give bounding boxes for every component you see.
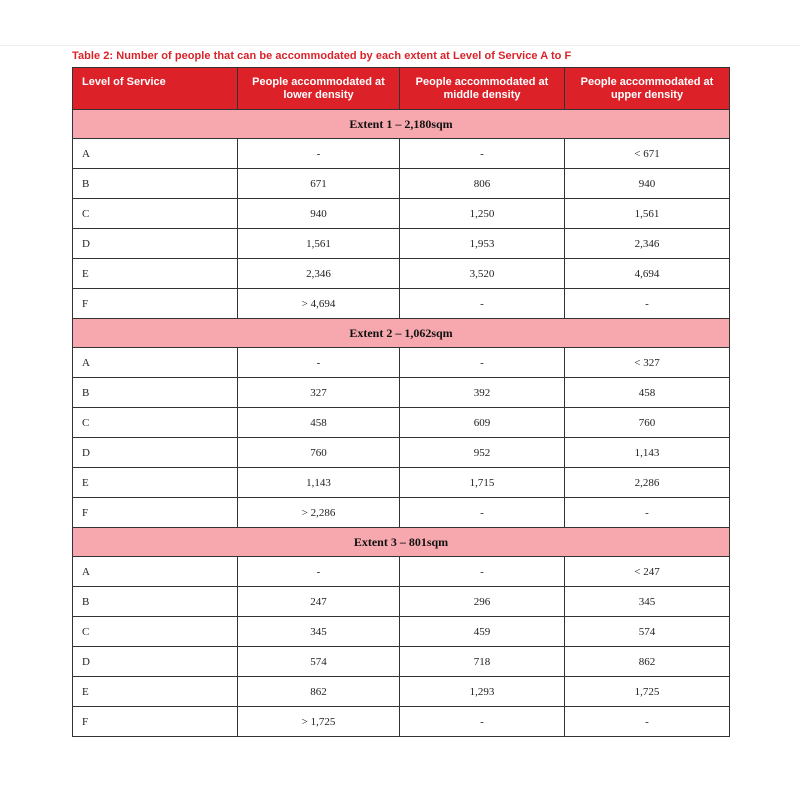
cell-lower-density: > 4,694 <box>238 289 400 319</box>
cell-middle-density: 3,520 <box>400 259 565 289</box>
cell-level-of-service: E <box>73 677 238 707</box>
cell-upper-density: 345 <box>565 587 730 617</box>
table-row <box>73 348 730 378</box>
cell-lower-density: 327 <box>238 378 400 408</box>
cell-lower-density: 760 <box>238 438 400 468</box>
cell-upper-density: 760 <box>565 408 730 438</box>
cell-middle-density: - <box>400 139 565 169</box>
cell-middle-density: 1,293 <box>400 677 565 707</box>
cell-lower-density: > 2,286 <box>238 498 400 528</box>
cell-upper-density: 862 <box>565 647 730 677</box>
table-row <box>73 259 730 289</box>
cell-upper-density: 1,143 <box>565 438 730 468</box>
cell-level-of-service: C <box>73 199 238 229</box>
table-caption: Table 2: Number of people that can be accommodated by each extent at Level of Service A to F <box>72 50 572 62</box>
level-of-service-table <box>72 67 730 737</box>
cell-lower-density: > 1,725 <box>238 707 400 737</box>
table-header <box>73 68 730 110</box>
cell-level-of-service: C <box>73 408 238 438</box>
table-row <box>73 139 730 169</box>
cell-upper-density: 1,725 <box>565 677 730 707</box>
cell-middle-density: 718 <box>400 647 565 677</box>
cell-upper-density: 2,286 <box>565 468 730 498</box>
extent-title: Extent 1 – 2,180sqm <box>73 110 730 139</box>
table-row <box>73 468 730 498</box>
cell-middle-density: - <box>400 557 565 587</box>
cell-level-of-service: E <box>73 468 238 498</box>
table-row <box>73 169 730 199</box>
cell-lower-density: - <box>238 557 400 587</box>
cell-upper-density: < 327 <box>565 348 730 378</box>
cell-level-of-service: F <box>73 498 238 528</box>
header-row <box>73 68 730 110</box>
cell-upper-density: - <box>565 707 730 737</box>
table-row <box>73 677 730 707</box>
header-lower-density: People accommodated at lower density <box>238 68 400 110</box>
header-upper-density: People accommodated at upper density <box>565 68 730 110</box>
cell-level-of-service: C <box>73 617 238 647</box>
cell-level-of-service: E <box>73 259 238 289</box>
cell-lower-density: 574 <box>238 647 400 677</box>
header-middle-density: People accommodated at middle density <box>400 68 565 110</box>
cell-level-of-service: D <box>73 229 238 259</box>
cell-upper-density: < 247 <box>565 557 730 587</box>
cell-level-of-service: D <box>73 647 238 677</box>
cell-lower-density: 1,561 <box>238 229 400 259</box>
table-row <box>73 199 730 229</box>
cell-level-of-service: B <box>73 587 238 617</box>
cell-upper-density: < 671 <box>565 139 730 169</box>
cell-middle-density: 806 <box>400 169 565 199</box>
extent-title: Extent 2 – 1,062sqm <box>73 319 730 348</box>
table-row <box>73 707 730 737</box>
cell-middle-density: - <box>400 289 565 319</box>
cell-middle-density: 609 <box>400 408 565 438</box>
cell-middle-density: 1,250 <box>400 199 565 229</box>
table-row <box>73 647 730 677</box>
extent-title: Extent 3 – 801sqm <box>73 528 730 557</box>
cell-upper-density: - <box>565 498 730 528</box>
cell-middle-density: 1,953 <box>400 229 565 259</box>
cell-upper-density: 574 <box>565 617 730 647</box>
cell-upper-density: 4,694 <box>565 259 730 289</box>
cell-lower-density: - <box>238 348 400 378</box>
table-row <box>73 557 730 587</box>
cell-lower-density: 862 <box>238 677 400 707</box>
cell-level-of-service: B <box>73 378 238 408</box>
cell-upper-density: - <box>565 289 730 319</box>
top-divider <box>0 45 800 46</box>
cell-upper-density: 1,561 <box>565 199 730 229</box>
extent-header-row <box>73 319 730 348</box>
cell-lower-density: 2,346 <box>238 259 400 289</box>
table-row <box>73 617 730 647</box>
cell-level-of-service: B <box>73 169 238 199</box>
cell-lower-density: 940 <box>238 199 400 229</box>
cell-upper-density: 940 <box>565 169 730 199</box>
cell-level-of-service: F <box>73 707 238 737</box>
cell-level-of-service: F <box>73 289 238 319</box>
cell-level-of-service: A <box>73 557 238 587</box>
cell-lower-density: 247 <box>238 587 400 617</box>
cell-middle-density: 459 <box>400 617 565 647</box>
cell-middle-density: - <box>400 707 565 737</box>
table-row <box>73 498 730 528</box>
table-body <box>73 110 730 737</box>
cell-level-of-service: A <box>73 348 238 378</box>
cell-lower-density: 1,143 <box>238 468 400 498</box>
cell-middle-density: 952 <box>400 438 565 468</box>
cell-middle-density: 296 <box>400 587 565 617</box>
extent-header-row <box>73 528 730 557</box>
cell-middle-density: - <box>400 498 565 528</box>
cell-level-of-service: D <box>73 438 238 468</box>
cell-lower-density: 345 <box>238 617 400 647</box>
table-row <box>73 378 730 408</box>
table-row <box>73 229 730 259</box>
cell-middle-density: 1,715 <box>400 468 565 498</box>
header-level-of-service: Level of Service <box>73 68 238 110</box>
cell-lower-density: 671 <box>238 169 400 199</box>
cell-upper-density: 2,346 <box>565 229 730 259</box>
extent-header-row <box>73 110 730 139</box>
cell-lower-density: - <box>238 139 400 169</box>
table-row <box>73 438 730 468</box>
table-row <box>73 289 730 319</box>
table-row <box>73 587 730 617</box>
cell-middle-density: 392 <box>400 378 565 408</box>
cell-lower-density: 458 <box>238 408 400 438</box>
table-row <box>73 408 730 438</box>
cell-level-of-service: A <box>73 139 238 169</box>
cell-upper-density: 458 <box>565 378 730 408</box>
cell-middle-density: - <box>400 348 565 378</box>
